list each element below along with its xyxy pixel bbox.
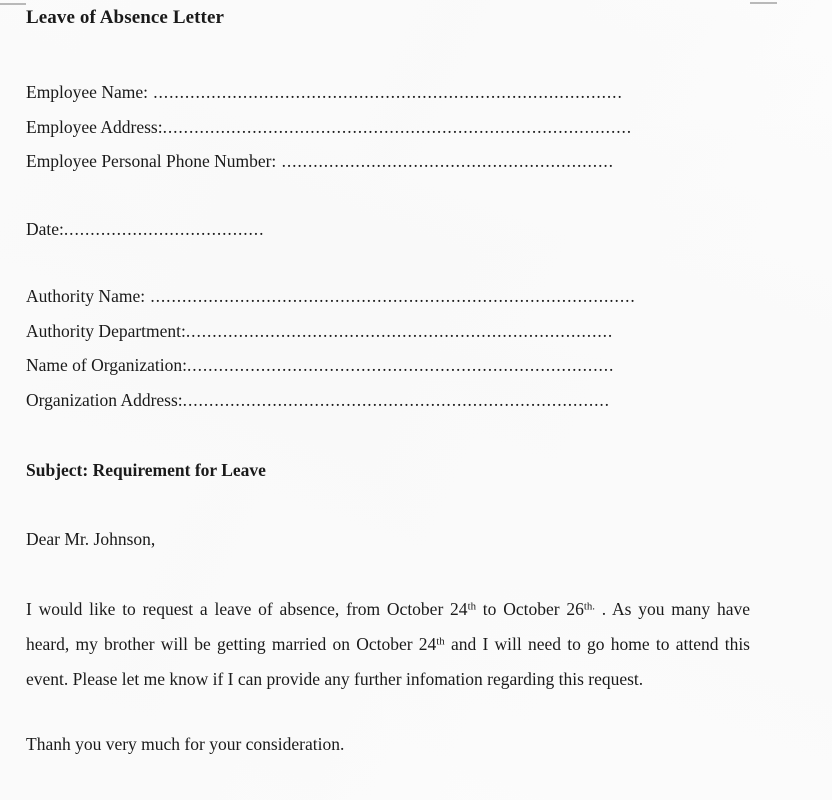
field-organization-address[interactable] — [26, 383, 750, 418]
field-employee-name[interactable] — [26, 75, 750, 110]
field-label: Employee Name: — [26, 82, 148, 102]
subject-line: Subject: Requirement for Leave — [26, 460, 266, 480]
salutation: Dear Mr. Johnson, — [26, 529, 156, 549]
body-text-part-4: and I will need to go home to attend this event. Please let me know if I can provide any further infomation regarding this request. — [26, 634, 750, 689]
body-text-part-1: I would like to request a leave of absence, from October 24 — [26, 599, 468, 619]
ordinal-suffix-2: th. — [583, 600, 596, 613]
field-authority-department[interactable] — [26, 314, 750, 349]
dot-leader: ......................................................................................... — [147, 82, 623, 102]
document-content — [26, 0, 750, 759]
field-name-of-organization[interactable] — [26, 348, 750, 383]
spacer — [26, 179, 750, 212]
spacer — [26, 697, 750, 729]
dot-leader: ............................................................................................ — [145, 286, 636, 306]
field-date[interactable] — [26, 212, 750, 247]
field-label: Date: — [26, 218, 64, 239]
dot-leader: ......................................................................................... — [162, 116, 633, 137]
field-label: Authority Name: — [26, 286, 146, 306]
closing-line: Thanh you very much for your consideration. — [26, 734, 345, 754]
spacer — [26, 485, 750, 524]
spacer — [26, 554, 750, 592]
field-label: Employee Address: — [26, 116, 163, 137]
body-paragraph — [26, 592, 750, 697]
ordinal-suffix-3: th — [436, 635, 445, 648]
field-employee-address[interactable] — [26, 110, 750, 145]
dot-leader: ...................................... — [63, 218, 265, 239]
dot-leader: ................................................................................. — [182, 389, 610, 410]
field-label: Organization Address: — [26, 389, 183, 410]
page-margin-mark-top-left — [0, 3, 26, 5]
dot-leader: ............................................................... — [276, 151, 614, 171]
spacer — [26, 246, 750, 279]
field-label: Authority Department: — [26, 320, 186, 341]
field-label: Employee Personal Phone Number: — [26, 151, 277, 171]
page-title: Leave of Absence Letter — [26, 7, 225, 28]
spacer — [26, 27, 750, 75]
field-authority-name[interactable] — [26, 279, 750, 314]
ordinal-suffix-1: th — [467, 600, 476, 613]
page-margin-mark-top-right — [750, 2, 777, 4]
spacer — [26, 417, 750, 455]
body-text-part-3: . As you many have heard, my brother will be getting married on October 24 — [26, 599, 750, 654]
body-text-part-2: to October 26 — [476, 599, 584, 619]
field-employee-phone-number[interactable] — [26, 144, 750, 179]
dot-leader: ................................................................................. — [187, 355, 615, 375]
field-label: Name of Organization: — [26, 355, 188, 375]
dot-leader: ................................................................................. — [185, 320, 614, 341]
